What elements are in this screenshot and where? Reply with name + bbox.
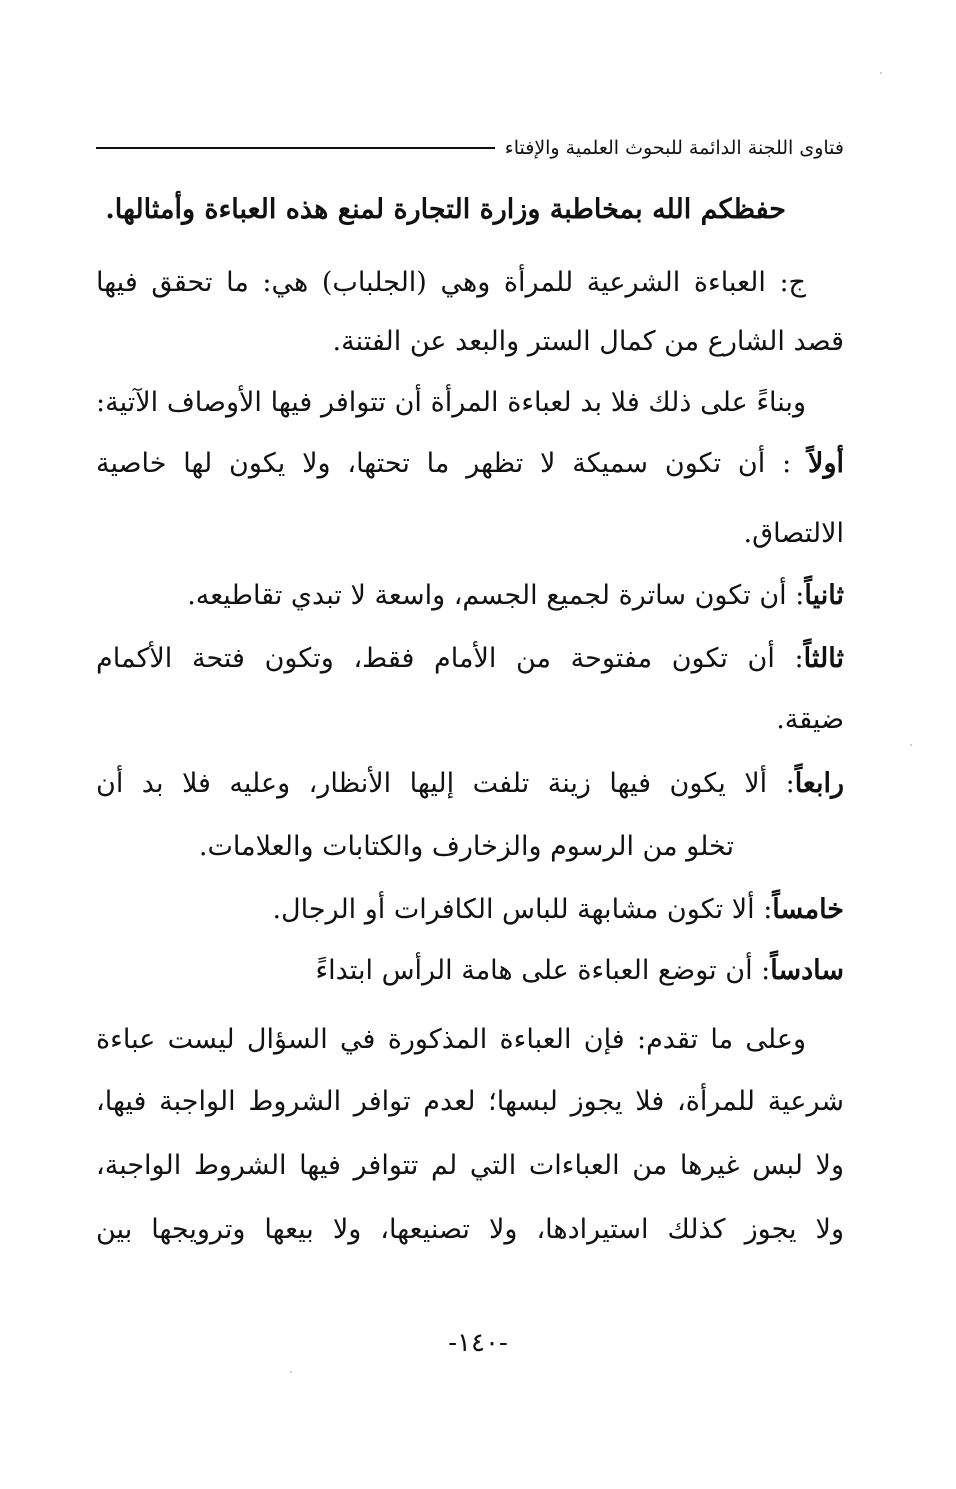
- text-line: حفظكم الله بمخاطبة وزارة التجارة لمنع هذه العباءة وأمثالها.: [105, 194, 786, 225]
- item-label: ثالثاً: [803, 643, 844, 674]
- page-number: -١٤٠-: [448, 1328, 508, 1358]
- text-line: وبناءً على ذلك فلا بد لعباءة المرأة أن تتوافر فيها الأوصاف الآتية:: [96, 387, 806, 418]
- item-text: : ألا تكون مشابهة للباس الكافرات أو الرجال.: [272, 894, 773, 925]
- text-line: وعلى ما تقدم: فإن العباءة المذكورة في السؤال ليست عباءة: [96, 1024, 806, 1055]
- text-line: ولا لبس غيرها من العباءات التي لم تتوافر فيها الشروط الواجبة،: [96, 1150, 844, 1181]
- item-label: سادساً: [770, 955, 844, 986]
- item-text: : أن تكون ساترة لجميع الجسم، واسعة لا تبدي تقاطيعه.: [187, 580, 805, 611]
- text-line: شرعية للمرأة، فلا يجوز لبسها؛ لعدم توافر الشروط الواجبة فيها،: [96, 1086, 844, 1117]
- text-line: تخلو من الرسوم والزخارف والكتابات والعلامات.: [198, 831, 734, 862]
- text-line: ضيقة.: [776, 704, 844, 735]
- text-line: [96, 764, 844, 804]
- running-header: [96, 128, 844, 168]
- text-line: قصد الشارع من كمال الستر والبعد عن الفتنة.: [332, 326, 844, 357]
- text-line: [96, 639, 844, 679]
- item-text: : ألا يكون فيها زينة تلفت إليها الأنظار، وعليه فلا بد أن: [96, 768, 795, 799]
- header-title: فتاوى اللجنة الدائمة للبحوث العلمية والإفتاء: [504, 137, 844, 159]
- item-text: : أن تكون مفتوحة من الأمام فقط، وتكون فتحة الأكمام: [96, 643, 804, 674]
- item-label: ثانياً: [804, 580, 844, 611]
- text-line: [96, 444, 844, 484]
- header-rule: [96, 147, 495, 149]
- item-label: خامساً: [772, 894, 844, 925]
- scan-speck: [880, 72, 882, 74]
- text-line: ولا يجوز كذلك استيرادها، ولا تصنيعها، ولا بيعها وترويجها بين: [96, 1214, 844, 1245]
- text-line: الالتصاق.: [743, 518, 844, 549]
- text-line: [96, 890, 844, 930]
- text-line: ج: العباءة الشرعية للمرأة وهي (الجلباب) هي: ما تحقق فيها: [96, 267, 806, 298]
- text-line: [96, 951, 844, 991]
- item-label: أولاً: [808, 448, 844, 479]
- item-text: : أن تكون سميكة لا تظهر ما تحتها، ولا يكون لها خاصية: [96, 448, 809, 479]
- text-line: [96, 576, 844, 616]
- scan-speck: [910, 744, 912, 746]
- scan-speck: [290, 1371, 292, 1373]
- item-label: رابعاً: [794, 768, 844, 799]
- item-text: : أن توضع العباءة على هامة الرأس ابتداءً: [315, 955, 771, 986]
